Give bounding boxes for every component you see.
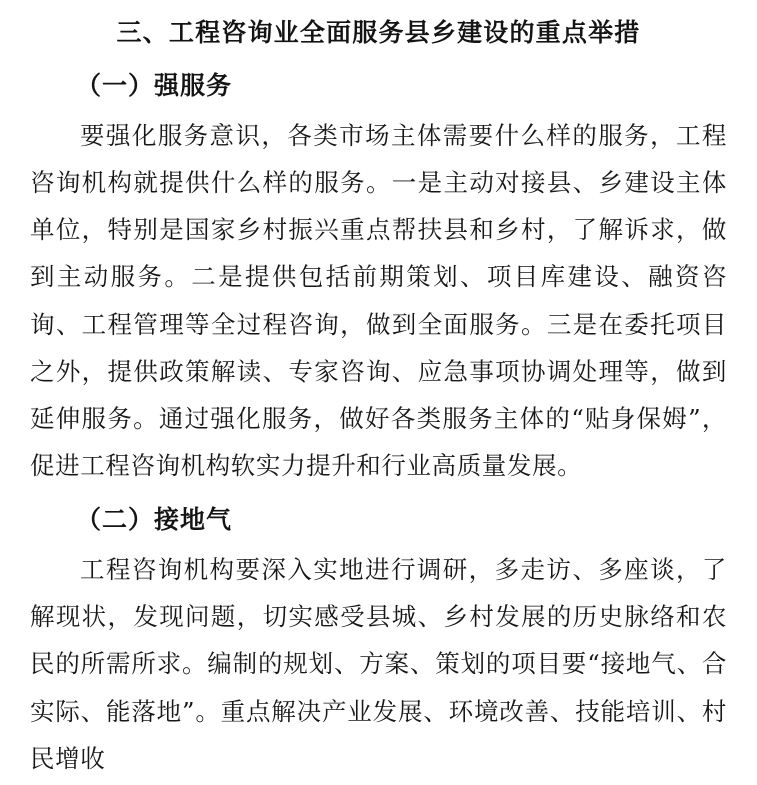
paragraph-strong-service: 要强化服务意识，各类市场主体需要什么样的服务，工程咨询机构就提供什么样的服务。一是主动对接县、乡建设主体单位，特别是国家乡村振兴重点帮扶县和乡村，了解诉求，做到主动服务。二是提供包括前期策划、项目库建设、融资咨询、工程管理等全过程咨询，做到全面服务。三是在委托项目之外，提供政策解读、专家咨询、应急事项协调处理等，做到延伸服务。通过强化服务，做好各类服务主体的“贴身保姆”，促进工程咨询机构软实力提升和行业高质量发展。 (30, 120, 727, 481)
subsection-heading-2: （二）接地气 (76, 504, 233, 534)
page-title: 三、工程咨询业全面服务县乡建设的重点举措 (116, 18, 641, 47)
subsection-heading-1: （一）强服务 (76, 70, 233, 100)
paragraph-grounded: 工程咨询机构要深入实地进行调研，多走访、多座谈，了解现状，发现问题，切实感受县城、乡村发展的历史脉络和农民的所需所求。编制的规划、方案、策划的项目要“接地气、合实际、能落地”。重点解决产业发展、环境改善、技能培训、村民增收 (30, 554, 727, 773)
